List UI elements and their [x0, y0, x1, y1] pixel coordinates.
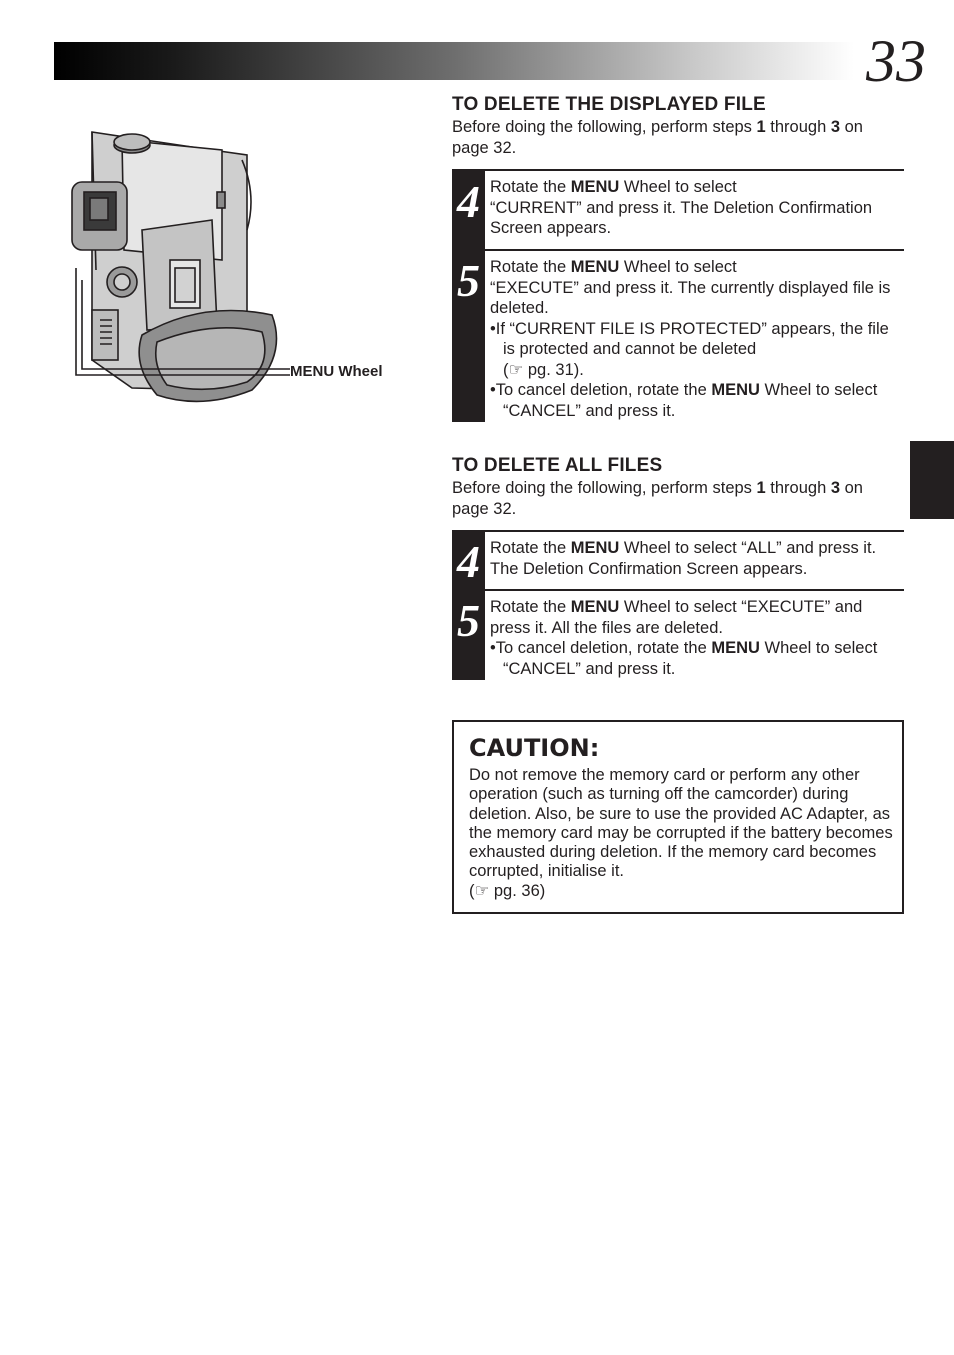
section-delete-all	[452, 454, 904, 520]
header-gradient-bar	[54, 42, 854, 80]
caution-page-ref: (☞ pg. 36)	[469, 881, 546, 900]
caution-title: CAUTION:	[469, 734, 600, 762]
step-number: 5	[457, 595, 480, 646]
step-number: 5	[457, 255, 480, 306]
step-text: Rotate the MENU Wheel to select “ALL” and press it. The Deletion Confirmation Screen appears.	[490, 539, 877, 578]
step-text: Rotate the MENU Wheel to select “EXECUTE” and press it. The currently displayed file is deleted. •If “CURRENT FILE IS PROTECTED” appears, the file is protected and cannot be deleted (☞ pg. 31). •To cancel deletion, rotate the MENU Wheel to select “CANCEL” and press it.	[490, 257, 904, 421]
bullet-cancel: •To cancel deletion, rotate the MENU Wheel to select “CANCEL” and press it.	[490, 381, 878, 420]
step-5	[452, 591, 904, 680]
bullet-protected: •If “CURRENT FILE IS PROTECTED” appears, the file is protected and cannot be deleted (☞ pg. 31).	[490, 319, 889, 379]
section-delete-displayed	[452, 93, 904, 159]
caution-body: Do not remove the memory card or perform any other operation (such as turning off the camcorder) during deletion. Also, be sure to use the provided AC Adapter, as the memory card may be corrupted if the battery becomes exhausted during deletion. If the memory card becomes corrupted, initialise it. (☞ pg. 36)	[469, 766, 893, 900]
section-tab-marker	[910, 441, 954, 519]
step-text: Rotate the MENU Wheel to select “EXECUTE” and press it. All the files are deleted. •To cancel deletion, rotate the MENU Wheel to select “CANCEL” and press it.	[490, 597, 904, 679]
bullet-cancel: •To cancel deletion, rotate the MENU Wheel to select “CANCEL” and press it.	[490, 639, 878, 678]
page-number: 33	[866, 28, 926, 94]
section-intro: Before doing the following, perform steps 1 through 3 on page 32.	[452, 118, 863, 157]
step-number: 4	[457, 536, 480, 587]
step-5	[452, 251, 904, 422]
step-4	[452, 530, 904, 589]
menu-wheel-callout-label: MENU Wheel	[290, 363, 383, 380]
section-title: TO DELETE THE DISPLAYED FILE	[452, 94, 766, 115]
caution-box	[452, 720, 904, 914]
steps-delete-all	[452, 530, 904, 680]
steps-delete-displayed	[452, 169, 904, 422]
step-number: 4	[457, 176, 480, 227]
section-title: TO DELETE ALL FILES	[452, 455, 663, 476]
step-4	[452, 169, 904, 249]
step-text: Rotate the MENU Wheel to select “CURRENT” and press it. The Deletion Confirmation Screen appears.	[490, 178, 873, 237]
section-intro: Before doing the following, perform steps 1 through 3 on page 32.	[452, 479, 863, 518]
